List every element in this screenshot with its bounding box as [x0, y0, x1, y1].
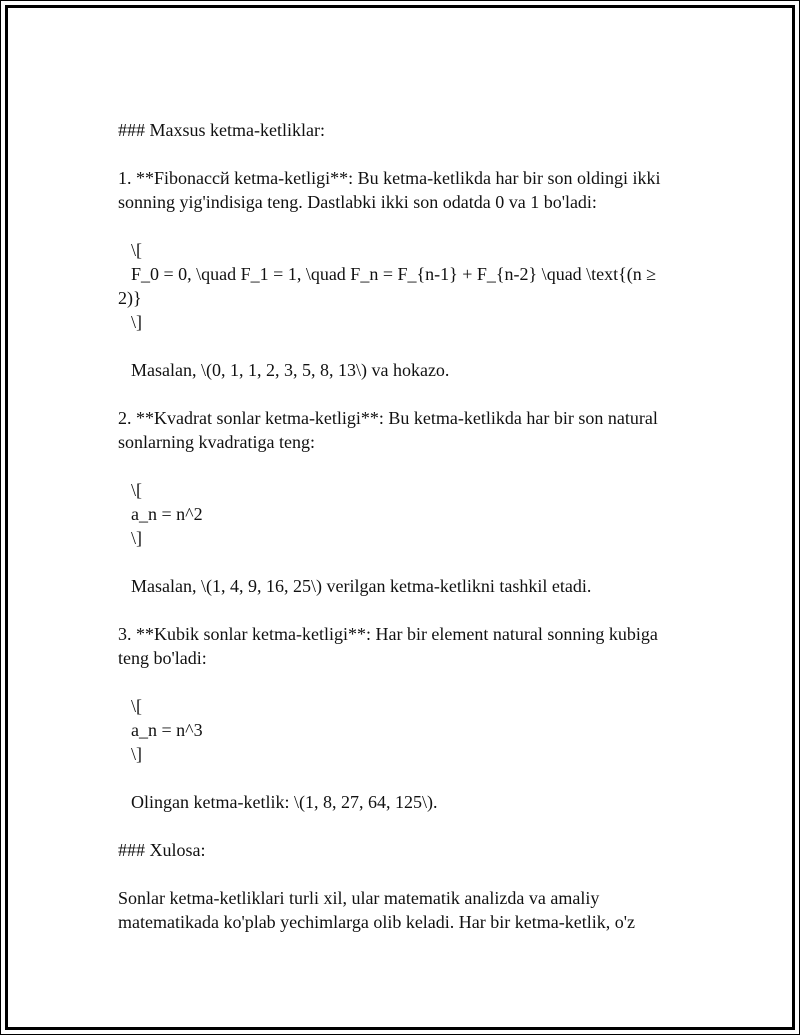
item2-text-line1: 2. **Kvadrat sonlar ketma-ketligi**: Bu ketma-ketlikda har bir son natural	[118, 408, 658, 428]
item2-math-close: \]	[131, 528, 142, 548]
item2-text-line2: sonlarning kvadratiga teng:	[118, 432, 315, 452]
item3-math-open: \[	[131, 696, 142, 716]
item3-text-line1: 3. **Kubik sonlar ketma-ketligi**: Har bir element natural sonning kubiga	[118, 624, 658, 644]
section-heading-sequences: ### Maxsus ketma-ketliklar:	[118, 120, 325, 140]
item3-text-line2: teng bo'ladi:	[118, 648, 207, 668]
item1-text-line1: 1. **Fibonacсй ketma-ketligi**: Bu ketma-ketlikda har bir son oldingi ikki	[118, 168, 661, 188]
page-inner-border	[5, 5, 795, 1030]
item3-example: Olingan ketma-ketlik: \(1, 8, 27, 64, 125\).	[131, 792, 438, 812]
conclusion-line2: matematikada ko'plab yechimlarga olib keladi. Har bir ketma-ketlik, o'z	[118, 912, 635, 932]
item1-math-line1: F_0 = 0, \quad F_1 = 1, \quad F_n = F_{n-1} + F_{n-2} \quad \text{(n ≥	[131, 264, 657, 284]
item2-math-open: \[	[131, 480, 142, 500]
item2-example: Masalan, \(1, 4, 9, 16, 25\) verilgan ketma-ketlikni tashkil etadi.	[131, 576, 592, 596]
item3-math-line1: a_n = n^3	[131, 720, 203, 740]
item1-math-close: \]	[131, 312, 142, 332]
conclusion-line1: Sonlar ketma-ketliklari turli xil, ular matematik analizda va amaliy	[118, 888, 600, 908]
item1-example: Masalan, \(0, 1, 1, 2, 3, 5, 8, 13\) va hokazo.	[131, 360, 450, 380]
item1-math-open: \[	[131, 240, 142, 260]
item1-math-line2: 2)}	[118, 288, 142, 308]
item2-math-line1: a_n = n^2	[131, 504, 203, 524]
section-heading-conclusion: ### Xulosa:	[118, 840, 206, 860]
item1-text-line2: sonning yig'indisiga teng. Dastlabki ikki son odatda 0 va 1 bo'ladi:	[118, 192, 597, 212]
item3-math-close: \]	[131, 744, 142, 764]
